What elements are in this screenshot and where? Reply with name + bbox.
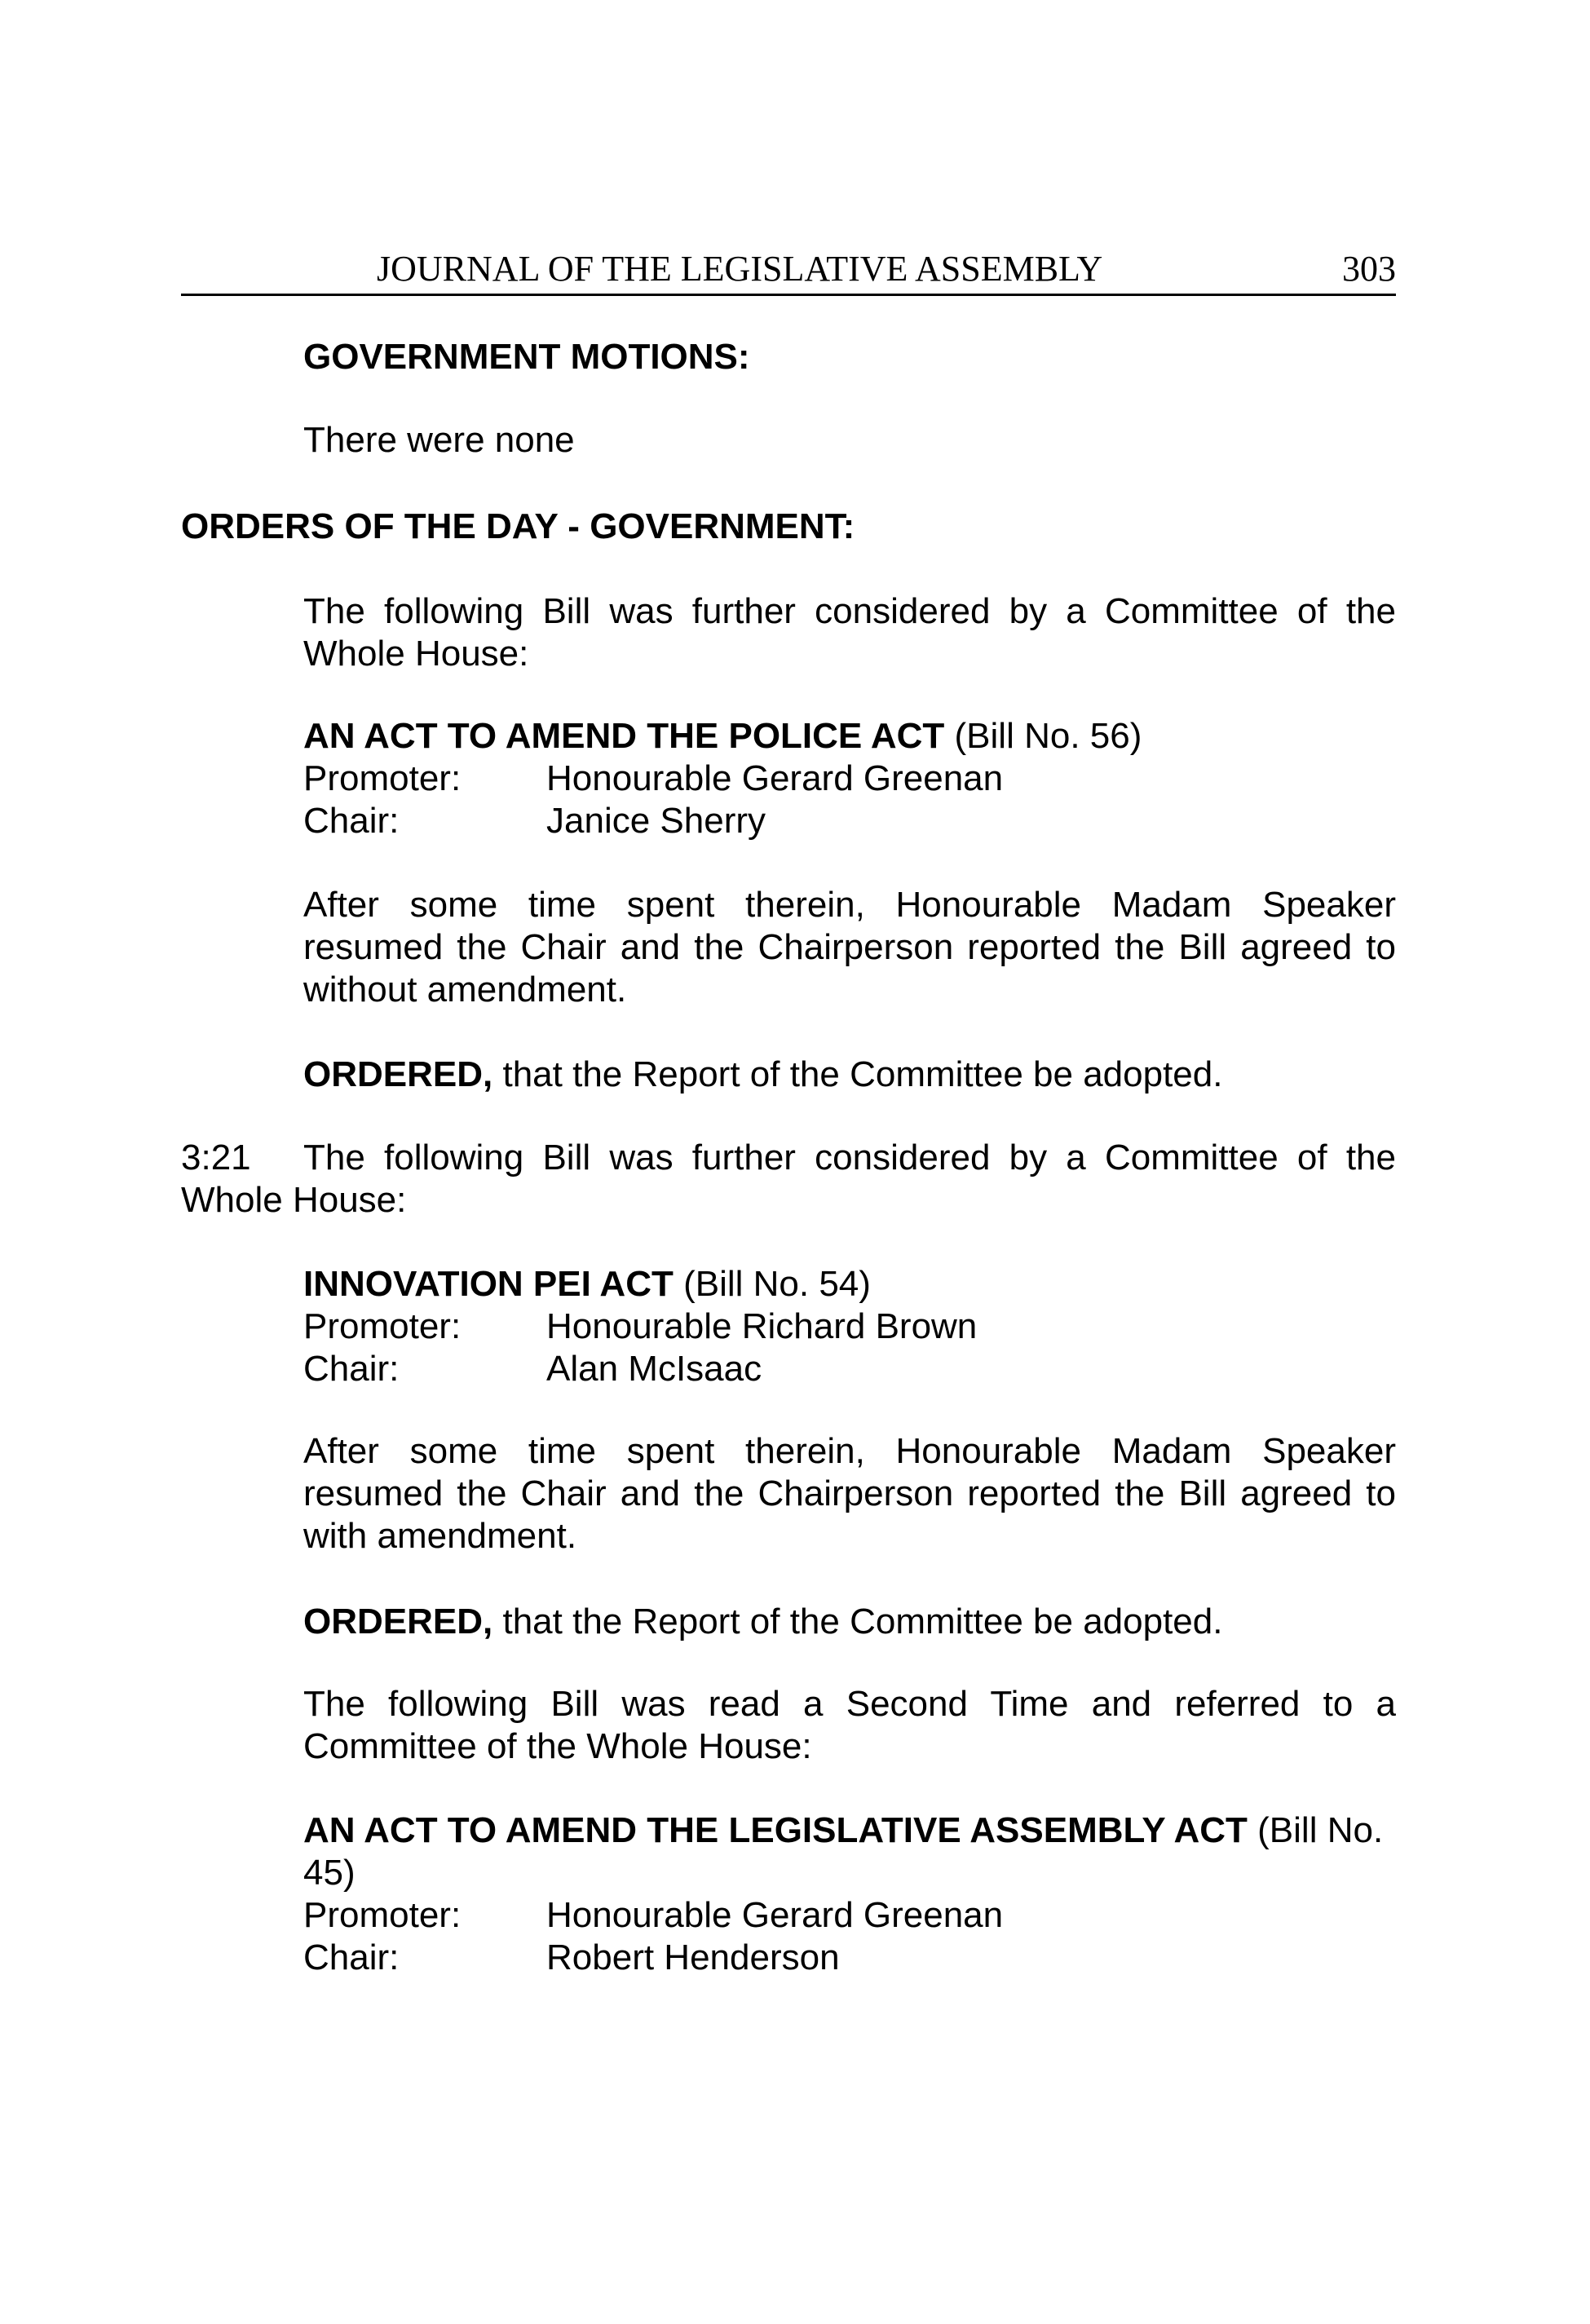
entry1-ordered — [303, 1054, 1396, 1096]
journal-title: JOURNAL OF THE LEGISLATIVE ASSEMBLY — [377, 249, 1103, 289]
chair-label: Chair: — [303, 1937, 400, 1977]
entry1-bill-title: AN ACT TO AMEND THE POLICE ACT — [303, 716, 945, 756]
page-header — [181, 245, 1396, 296]
entry3-intro: The following Bill was read a Second Time and referred to a Committee of the Whole House: — [303, 1684, 1396, 1766]
promoter-name: Honourable Richard Brown — [546, 1306, 978, 1346]
page-number: 303 — [1342, 249, 1396, 289]
entry2-bill — [303, 1263, 1396, 1390]
entry3-bill-number: (Bill No. 45) — [303, 1810, 1384, 1893]
entry2-intro: The following Bill was further considered by a Committee of the Whole House: — [181, 1138, 1396, 1220]
entry2-chair-row — [303, 1348, 1396, 1390]
promoter-name: Honourable Gerard Greenan — [546, 1895, 1004, 1935]
promoter-label: Promoter: — [303, 1306, 462, 1346]
entry2-time: 3:21 — [181, 1138, 251, 1177]
entry2-intro-para — [181, 1137, 1396, 1222]
entry3-chair-row — [303, 1937, 1396, 1979]
government-motions-heading: GOVERNMENT MOTIONS: — [303, 337, 750, 377]
entry3-promoter-row — [303, 1894, 1396, 1937]
ordered-text: that the Report of the Committee be adopted. — [492, 1602, 1223, 1641]
promoter-name: Honourable Gerard Greenan — [546, 758, 1004, 798]
entry1-intro: The following Bill was further considered by a Committee of the Whole House: — [303, 591, 1396, 674]
promoter-label: Promoter: — [303, 1895, 462, 1935]
ordered-label: ORDERED, — [303, 1054, 493, 1094]
chair-label: Chair: — [303, 1349, 400, 1389]
entry1-report: After some time spent therein, Honourable Madam Speaker resumed the Chair and the Chairperson reported the Bill agreed to without amendment. — [303, 885, 1396, 1010]
promoter-label: Promoter: — [303, 758, 462, 798]
entry3-bill — [303, 1809, 1396, 1979]
entry1-chair-row — [303, 800, 1396, 842]
entry1-promoter-row — [303, 758, 1396, 800]
entry2-promoter-row — [303, 1306, 1396, 1348]
orders-of-the-day-heading: ORDERS OF THE DAY - GOVERNMENT: — [181, 506, 855, 546]
entry2-bill-number: (Bill No. 54) — [673, 1264, 871, 1304]
chair-name: Robert Henderson — [546, 1937, 840, 1977]
chair-name: Janice Sherry — [546, 801, 766, 841]
chair-name: Alan McIsaac — [546, 1349, 762, 1389]
ordered-text: that the Report of the Committee be adopted. — [492, 1054, 1223, 1094]
chair-label: Chair: — [303, 801, 400, 841]
entry2-report: After some time spent therein, Honourable Madam Speaker resumed the Chair and the Chairperson reported the Bill agreed to with amendment. — [303, 1431, 1396, 1556]
entry1-bill — [303, 715, 1396, 842]
entry2-bill-title: INNOVATION PEI ACT — [303, 1264, 674, 1304]
government-motions-text: There were none — [303, 420, 575, 460]
ordered-label: ORDERED, — [303, 1602, 493, 1641]
entry3-bill-title: AN ACT TO AMEND THE LEGISLATIVE ASSEMBLY ACT — [303, 1810, 1248, 1850]
entry1-bill-number: (Bill No. 56) — [944, 716, 1142, 756]
entry2-ordered — [303, 1601, 1396, 1643]
